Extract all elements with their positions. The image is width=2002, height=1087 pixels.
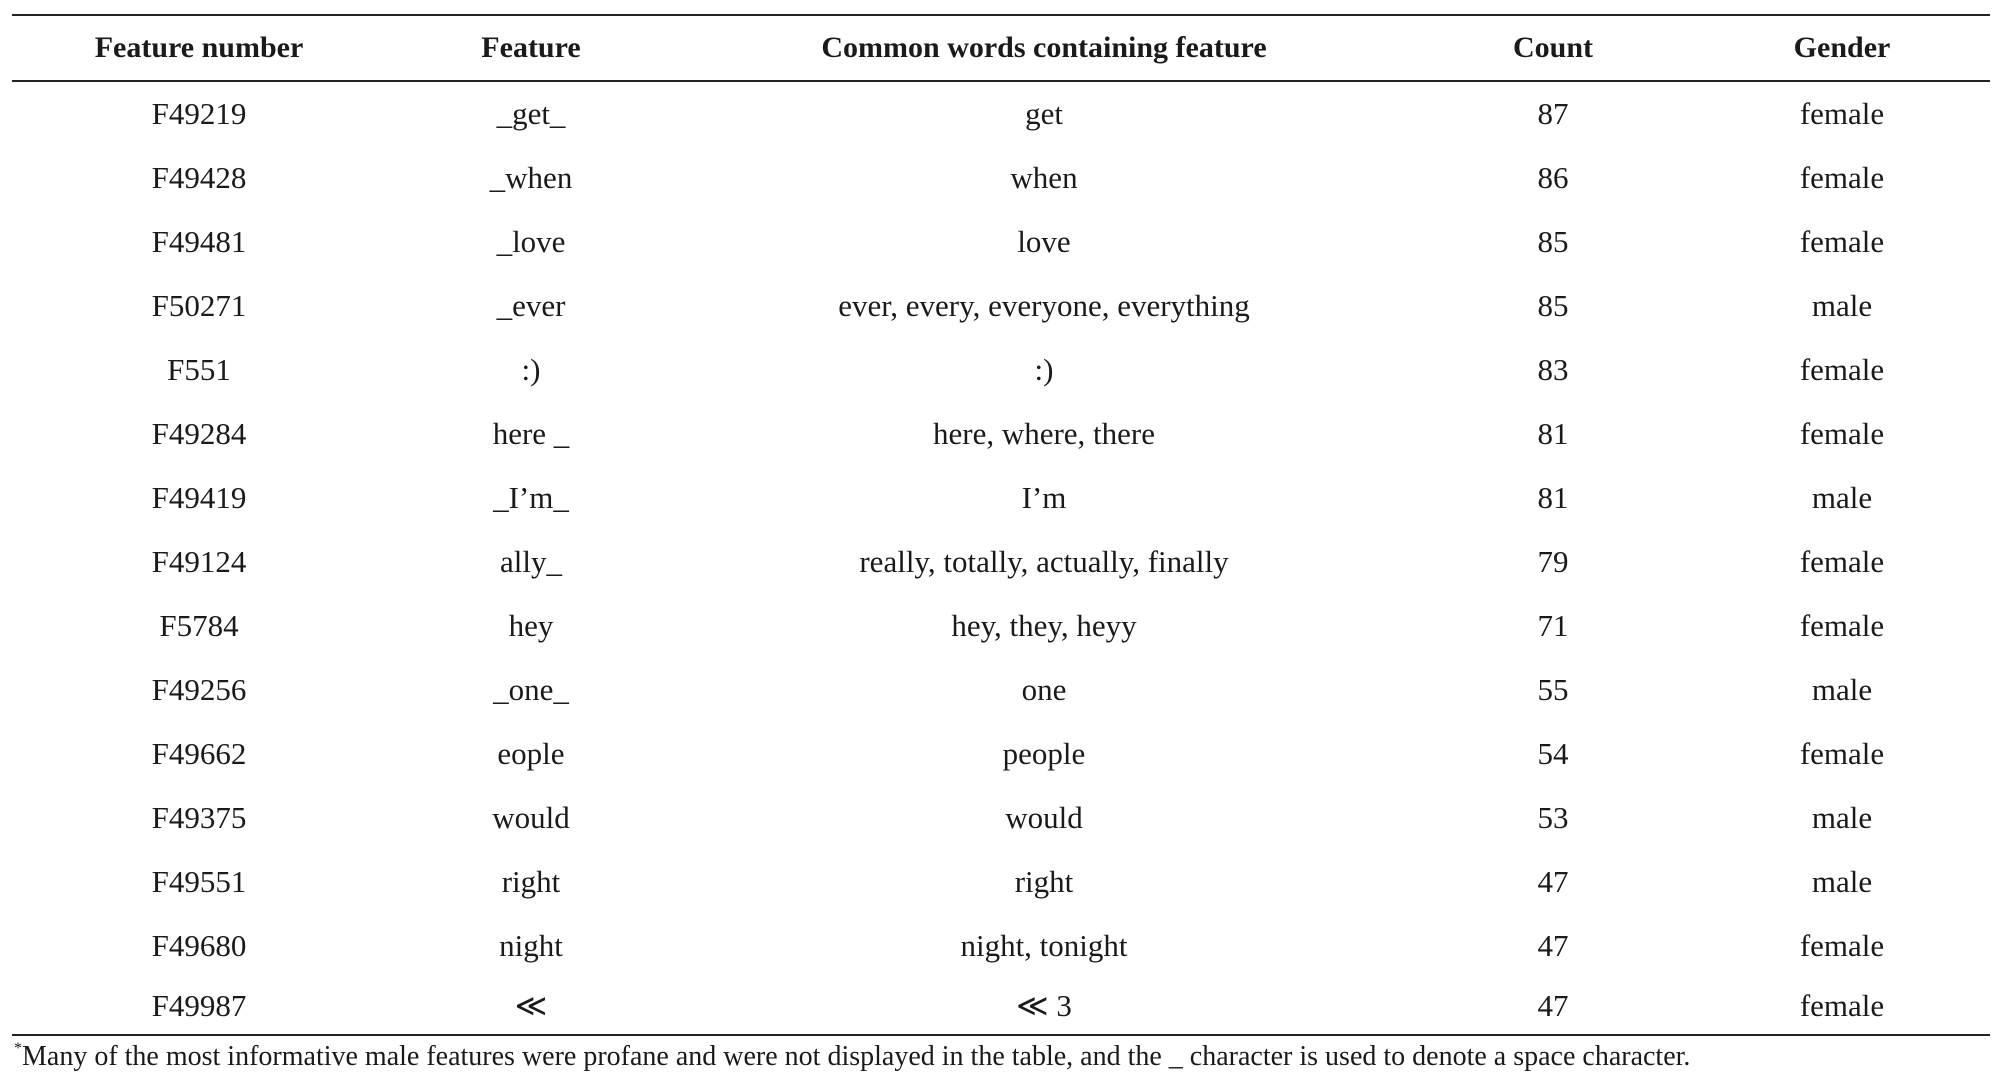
table-row bbox=[12, 594, 1990, 658]
cell-common-words: I’m bbox=[1021, 480, 1067, 515]
cell-common-words: one bbox=[1021, 672, 1067, 707]
cell-common-words: people bbox=[1002, 736, 1086, 771]
table-row bbox=[12, 81, 1990, 146]
cell-count: 81 bbox=[1537, 416, 1569, 451]
feature-table bbox=[12, 14, 1990, 1036]
footnote-text: Many of the most informative male features were profane and were not displayed in the table, and the _ character is used to denote a space character. bbox=[22, 1041, 1691, 1072]
cell-count: 86 bbox=[1537, 160, 1569, 195]
cell-feature-number: F49662 bbox=[151, 736, 247, 771]
cell-feature: _get_ bbox=[496, 96, 566, 131]
cell-count: 55 bbox=[1537, 672, 1569, 707]
table-row bbox=[12, 466, 1990, 530]
cell-feature: night bbox=[499, 928, 563, 963]
cell-feature: _when bbox=[489, 160, 573, 195]
cell-count: 79 bbox=[1537, 544, 1569, 579]
cell-common-words: right bbox=[1014, 864, 1074, 899]
cell-feature: would bbox=[492, 800, 570, 835]
cell-feature: eople bbox=[497, 736, 565, 771]
cell-gender: female bbox=[1799, 224, 1885, 259]
cell-feature-number: F49419 bbox=[151, 480, 247, 515]
cell-count: 81 bbox=[1537, 480, 1569, 515]
cell-count: 53 bbox=[1537, 800, 1569, 835]
cell-gender: female bbox=[1694, 978, 1990, 1035]
cell-gender: male bbox=[1811, 864, 1873, 899]
cell-count: 85 bbox=[1537, 224, 1569, 259]
cell-count: 87 bbox=[1537, 96, 1569, 131]
cell-feature: right bbox=[501, 864, 561, 899]
header-common-words: Common words containing feature bbox=[676, 15, 1412, 81]
cell-gender: male bbox=[1811, 480, 1873, 515]
cell-feature-number: F49375 bbox=[151, 800, 247, 835]
table-row bbox=[12, 722, 1990, 786]
cell-common-words: love bbox=[1017, 224, 1071, 259]
cell-feature-number: F49987 bbox=[12, 978, 386, 1035]
cell-feature-number: F49551 bbox=[151, 864, 247, 899]
cell-feature-number: F49428 bbox=[151, 160, 247, 195]
cell-feature-number: F5784 bbox=[159, 608, 239, 643]
table-row bbox=[12, 530, 1990, 594]
cell-gender: female bbox=[1799, 352, 1885, 387]
table-row bbox=[12, 658, 1990, 722]
cell-feature-number: F50271 bbox=[151, 288, 247, 323]
cell-count: 47 bbox=[1537, 864, 1569, 899]
cell-feature: _ever bbox=[496, 288, 566, 323]
table-row bbox=[12, 338, 1990, 402]
cell-gender: male bbox=[1811, 288, 1873, 323]
cell-count: 71 bbox=[1537, 608, 1569, 643]
cell-count: 83 bbox=[1537, 352, 1569, 387]
table-row bbox=[12, 210, 1990, 274]
table-header bbox=[12, 15, 1990, 81]
cell-gender: female bbox=[1799, 608, 1885, 643]
table-row bbox=[12, 850, 1990, 914]
table-row bbox=[12, 146, 1990, 210]
table-row bbox=[12, 914, 1990, 978]
cell-common-words: ≪ 3 bbox=[676, 978, 1412, 1035]
cell-gender: female bbox=[1799, 96, 1885, 131]
table-row bbox=[12, 978, 1990, 1035]
cell-gender: female bbox=[1799, 416, 1885, 451]
cell-feature: ally_ bbox=[500, 544, 562, 579]
cell-common-words: hey, they, heyy bbox=[951, 608, 1137, 643]
cell-gender: male bbox=[1811, 800, 1873, 835]
header-row bbox=[12, 15, 1990, 81]
header-count: Count bbox=[1412, 15, 1694, 81]
header-feature-number: Feature number bbox=[12, 15, 386, 81]
header-gender: Gender bbox=[1694, 15, 1990, 81]
cell-feature: _one_ bbox=[493, 672, 569, 707]
table-body bbox=[12, 81, 1990, 1035]
footnote-marker: * bbox=[14, 1040, 22, 1057]
cell-gender: female bbox=[1799, 736, 1885, 771]
cell-common-words: night, tonight bbox=[960, 928, 1128, 963]
cell-count: 47 bbox=[1412, 978, 1694, 1035]
cell-feature-number: F49680 bbox=[151, 928, 247, 963]
cell-feature: _I’m_ bbox=[493, 480, 569, 515]
cell-common-words: when bbox=[1010, 160, 1078, 195]
cell-feature: hey bbox=[508, 608, 554, 643]
cell-feature: here _ bbox=[492, 416, 570, 451]
cell-feature: ≪ bbox=[386, 978, 676, 1035]
cell-count: 54 bbox=[1537, 736, 1569, 771]
cell-feature-number: F49284 bbox=[151, 416, 247, 451]
table-row bbox=[12, 786, 1990, 850]
cell-feature-number: F49219 bbox=[151, 96, 247, 131]
cell-gender: female bbox=[1799, 544, 1885, 579]
cell-common-words: would bbox=[1005, 800, 1083, 835]
table-row bbox=[12, 274, 1990, 338]
footnote bbox=[14, 1040, 1690, 1073]
cell-feature-number: F551 bbox=[167, 352, 231, 387]
cell-count: 85 bbox=[1537, 288, 1569, 323]
cell-common-words: :) bbox=[1034, 352, 1054, 387]
cell-feature-number: F49481 bbox=[151, 224, 247, 259]
cell-common-words: ever, every, everyone, everything bbox=[838, 288, 1250, 323]
cell-count: 47 bbox=[1537, 928, 1569, 963]
cell-common-words: get bbox=[1025, 96, 1063, 131]
cell-common-words: really, totally, actually, finally bbox=[859, 544, 1229, 579]
table-row bbox=[12, 402, 1990, 466]
cell-common-words: here, where, there bbox=[932, 416, 1156, 451]
cell-feature: :) bbox=[521, 352, 541, 387]
cell-feature: _love bbox=[496, 224, 566, 259]
cell-gender: male bbox=[1811, 672, 1873, 707]
cell-feature-number: F49256 bbox=[151, 672, 247, 707]
cell-gender: female bbox=[1799, 928, 1885, 963]
cell-feature-number: F49124 bbox=[151, 544, 247, 579]
cell-gender: female bbox=[1799, 160, 1885, 195]
header-feature: Feature bbox=[386, 15, 676, 81]
